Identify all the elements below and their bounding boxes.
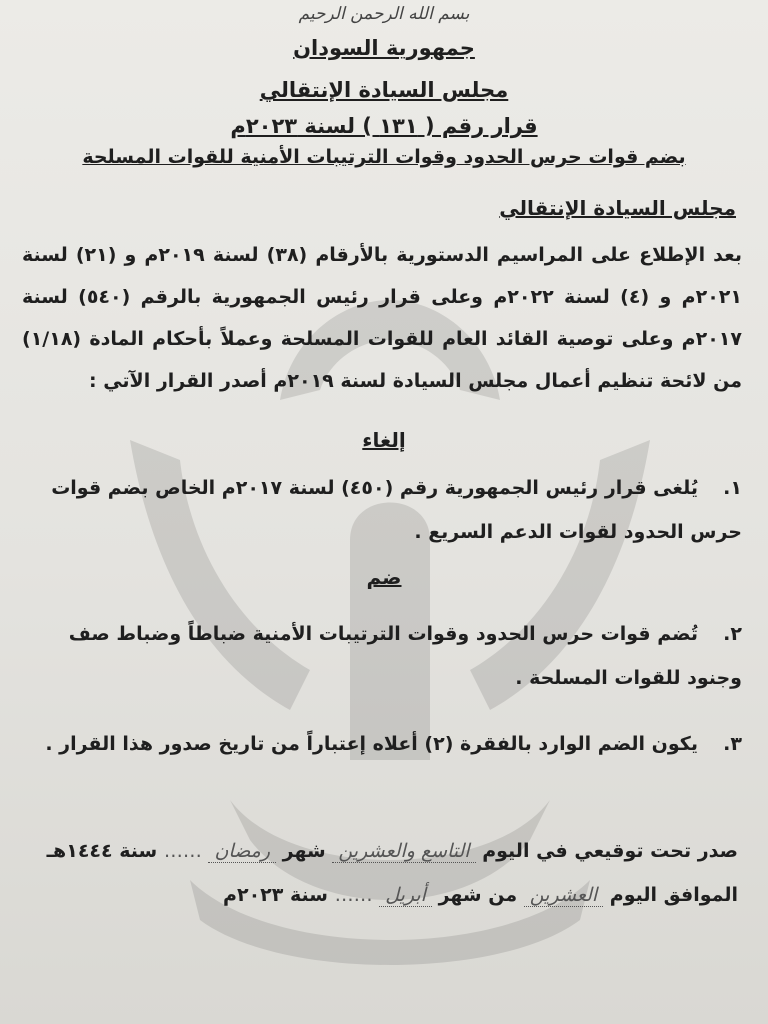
section-title-merge: ضم [366, 565, 402, 589]
sig-month-label: من شهر [438, 884, 518, 906]
item-number: ١. [723, 477, 742, 499]
preamble: بعد الإطلاع على المراسيم الدستورية بالأرقام (٣٨) لسنة ٢٠١٩م و (٢١) لسنة ٢٠٢١م و (٤) لسنة ٢٠٢٢م وعلى قرار رئيس الجمهورية بالرقم (٥٤٠) لسنة ٢٠١٧م وعلى توصية القائد العام للقوات المسلحة وعملاً بأحكام المادة (١/١٨) من لائحة تنظيم أعمال مجلس السيادة لسنة ٢٠١٩م أصدر القرار الآتي : [22, 244, 742, 392]
signature-line-gregorian [26, 880, 738, 910]
handwritten-month: أبريل [379, 884, 432, 907]
basmala: بسم الله الرحمن الرحيم [298, 4, 470, 24]
signature-line-hijri [26, 836, 738, 866]
item-text: يكون الضم الوارد بالفقرة (٢) أعلاه إعتباراً من تاريخ صدور هذا القرار . [45, 733, 698, 755]
item-text: تُضم قوات حرس الحدود وقوات الترتيبات الأمنية ضباطاً وضباط صف وجنود للقوات المسلحة . [68, 623, 742, 689]
sig-prefix: الموافق اليوم [609, 884, 738, 906]
issuing-council: مجلس السيادة الإنتقالي [499, 196, 736, 220]
section-title-cancellation: إلغاء [362, 428, 406, 452]
country-title: جمهورية السودان [293, 36, 475, 60]
decree-number: قرار رقم ( ١٣١ ) لسنة ٢٠٢٣م [230, 114, 538, 138]
council-heading: مجلس السيادة الإنتقالي [259, 78, 509, 102]
sig-year: سنة ٢٠٢٣م [223, 884, 328, 906]
sig-year: سنة ١٤٤٤هـ [46, 840, 158, 862]
list-item [26, 722, 742, 766]
handwritten-day: العشرين [524, 884, 603, 907]
list-item [26, 466, 742, 554]
list-item [26, 612, 742, 700]
item-number: ٢. [723, 623, 742, 645]
sig-month-label: شهر [282, 840, 326, 862]
handwritten-month: رمضان [208, 840, 276, 863]
sig-prefix: صدر تحت توقيعي في اليوم [482, 840, 738, 862]
item-number: ٣. [723, 733, 742, 755]
dotted-fill: …… [163, 840, 202, 862]
dotted-fill: …… [334, 884, 373, 906]
handwritten-day: التاسع والعشرين [332, 840, 475, 863]
item-text: يُلغى قرار رئيس الجمهورية رقم (٤٥٠) لسنة ٢٠١٧م الخاص بضم قوات حرس الحدود لقوات الدعم السريع . [51, 477, 742, 543]
decree-subject: بضم قوات حرس الحدود وقوات الترتيبات الأمنية للقوات المسلحة [82, 146, 686, 168]
